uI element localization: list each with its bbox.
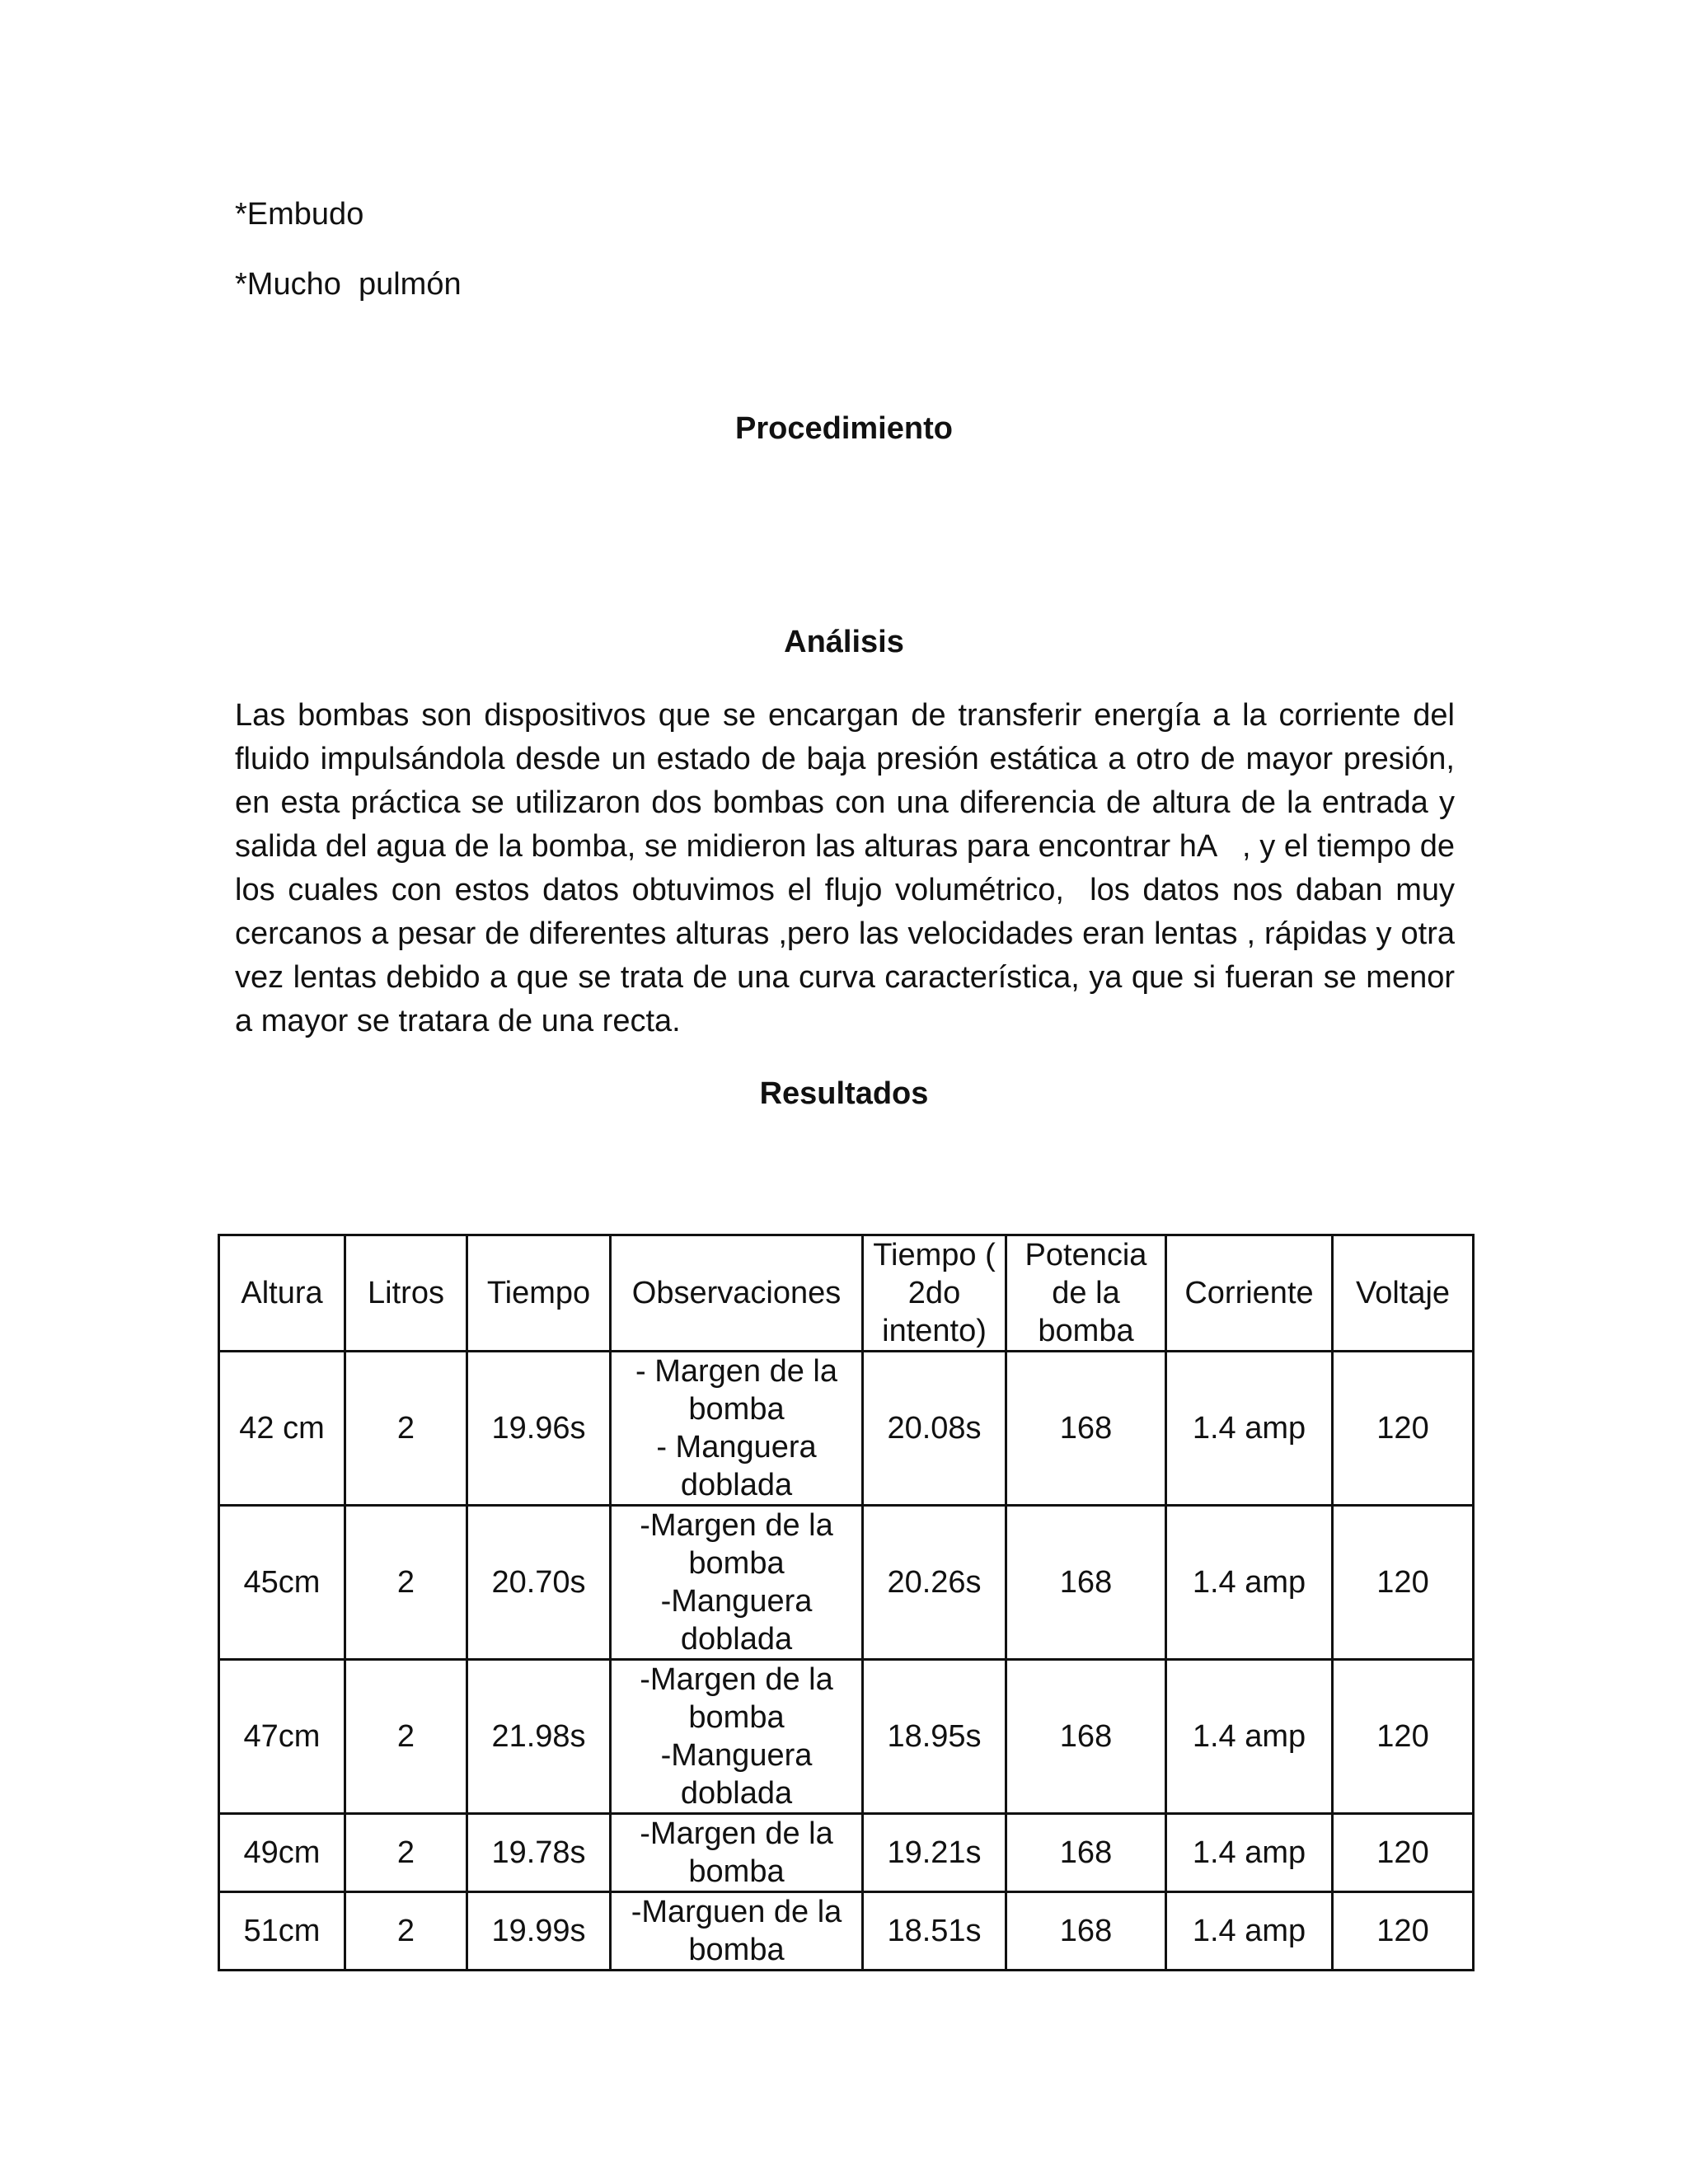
cell-observaciones [611, 1352, 863, 1506]
header-altura: Altura [219, 1235, 345, 1352]
obs-line: - Margen de la bomba [635, 1354, 837, 1427]
cell-tiempo-2: 19.21s [863, 1814, 1006, 1892]
cell-observaciones [611, 1660, 863, 1814]
cell-altura: 45cm [219, 1506, 345, 1660]
table-row [219, 1892, 1474, 1971]
cell-litros: 2 [345, 1660, 467, 1814]
cell-tiempo: 20.70s [467, 1506, 611, 1660]
cell-voltaje: 120 [1333, 1892, 1474, 1971]
cell-potencia: 168 [1006, 1352, 1166, 1506]
header-voltaje: Voltaje [1333, 1235, 1474, 1352]
heading-procedimiento: Procedimiento [735, 411, 953, 446]
materials-item-pulmon: *Mucho pulmón [235, 267, 462, 302]
heading-resultados: Resultados [759, 1076, 929, 1111]
cell-voltaje: 120 [1333, 1352, 1474, 1506]
cell-voltaje: 120 [1333, 1506, 1474, 1660]
analysis-paragraph: Las bombas son dispositivos que se encargan de transferir energía a la corriente del fluido impulsándola desde un estado de baja presión estática a otro de mayor presión, en esta práctica se utilizaron dos bombas con una diferencia de altura de la entrada y salida del agua de la bomba, se midieron las alturas para encontrar hA , y el tiempo de los cuales con estos datos obtuvimos el flujo volumétrico, los datos nos daban muy cercanos a pesar de diferentes alturas ,pero las velocidades eran lentas , rápidas y otra vez lentas debido a que se trata de una curva característica, ya que si fueran se menor a mayor se tratara de una recta. [235, 698, 1464, 1038]
cell-tiempo: 21.98s [467, 1660, 611, 1814]
cell-litros: 2 [345, 1352, 467, 1506]
cell-observaciones [611, 1892, 863, 1971]
header-corriente: Corriente [1166, 1235, 1333, 1352]
header-potencia: Potencia de la bomba [1006, 1235, 1166, 1352]
obs-line: -Margen de la bomba [640, 1816, 833, 1889]
cell-tiempo-2: 20.26s [863, 1506, 1006, 1660]
cell-litros: 2 [345, 1892, 467, 1971]
cell-litros: 2 [345, 1814, 467, 1892]
obs-line: -Marguen de la bomba [631, 1895, 842, 1967]
cell-voltaje: 120 [1333, 1660, 1474, 1814]
cell-altura: 51cm [219, 1892, 345, 1971]
cell-tiempo-2: 18.95s [863, 1660, 1006, 1814]
table-header-row [219, 1235, 1474, 1352]
cell-altura: 49cm [219, 1814, 345, 1892]
obs-line: - Manguera doblada [656, 1430, 817, 1502]
header-litros: Litros [345, 1235, 467, 1352]
cell-tiempo: 19.78s [467, 1814, 611, 1892]
cell-potencia: 168 [1006, 1660, 1166, 1814]
obs-line: -Margen de la bomba [640, 1662, 833, 1735]
cell-observaciones [611, 1814, 863, 1892]
cell-corriente: 1.4 amp [1166, 1814, 1333, 1892]
cell-corriente: 1.4 amp [1166, 1660, 1333, 1814]
cell-corriente: 1.4 amp [1166, 1352, 1333, 1506]
results-table [218, 1234, 1475, 1971]
obs-line: -Manguera doblada [660, 1584, 813, 1657]
header-tiempo-2do-intento: Tiempo ( 2do intento) [863, 1235, 1006, 1352]
cell-tiempo-2: 20.08s [863, 1352, 1006, 1506]
obs-line: -Margen de la bomba [640, 1508, 833, 1581]
cell-potencia: 168 [1006, 1506, 1166, 1660]
table-row [219, 1814, 1474, 1892]
table-row [219, 1506, 1474, 1660]
cell-potencia: 168 [1006, 1814, 1166, 1892]
obs-line: -Manguera doblada [660, 1738, 813, 1811]
cell-corriente: 1.4 amp [1166, 1892, 1333, 1971]
cell-corriente: 1.4 amp [1166, 1506, 1333, 1660]
cell-observaciones [611, 1506, 863, 1660]
cell-tiempo: 19.96s [467, 1352, 611, 1506]
cell-tiempo: 19.99s [467, 1892, 611, 1971]
header-tiempo: Tiempo [467, 1235, 611, 1352]
materials-item-embudo: *Embudo [235, 197, 364, 232]
cell-tiempo-2: 18.51s [863, 1892, 1006, 1971]
heading-analisis: Análisis [784, 625, 904, 659]
cell-voltaje: 120 [1333, 1814, 1474, 1892]
cell-potencia: 168 [1006, 1892, 1166, 1971]
cell-litros: 2 [345, 1506, 467, 1660]
table-row [219, 1660, 1474, 1814]
cell-altura: 47cm [219, 1660, 345, 1814]
table-row [219, 1352, 1474, 1506]
header-observaciones: Observaciones [611, 1235, 863, 1352]
cell-altura: 42 cm [219, 1352, 345, 1506]
